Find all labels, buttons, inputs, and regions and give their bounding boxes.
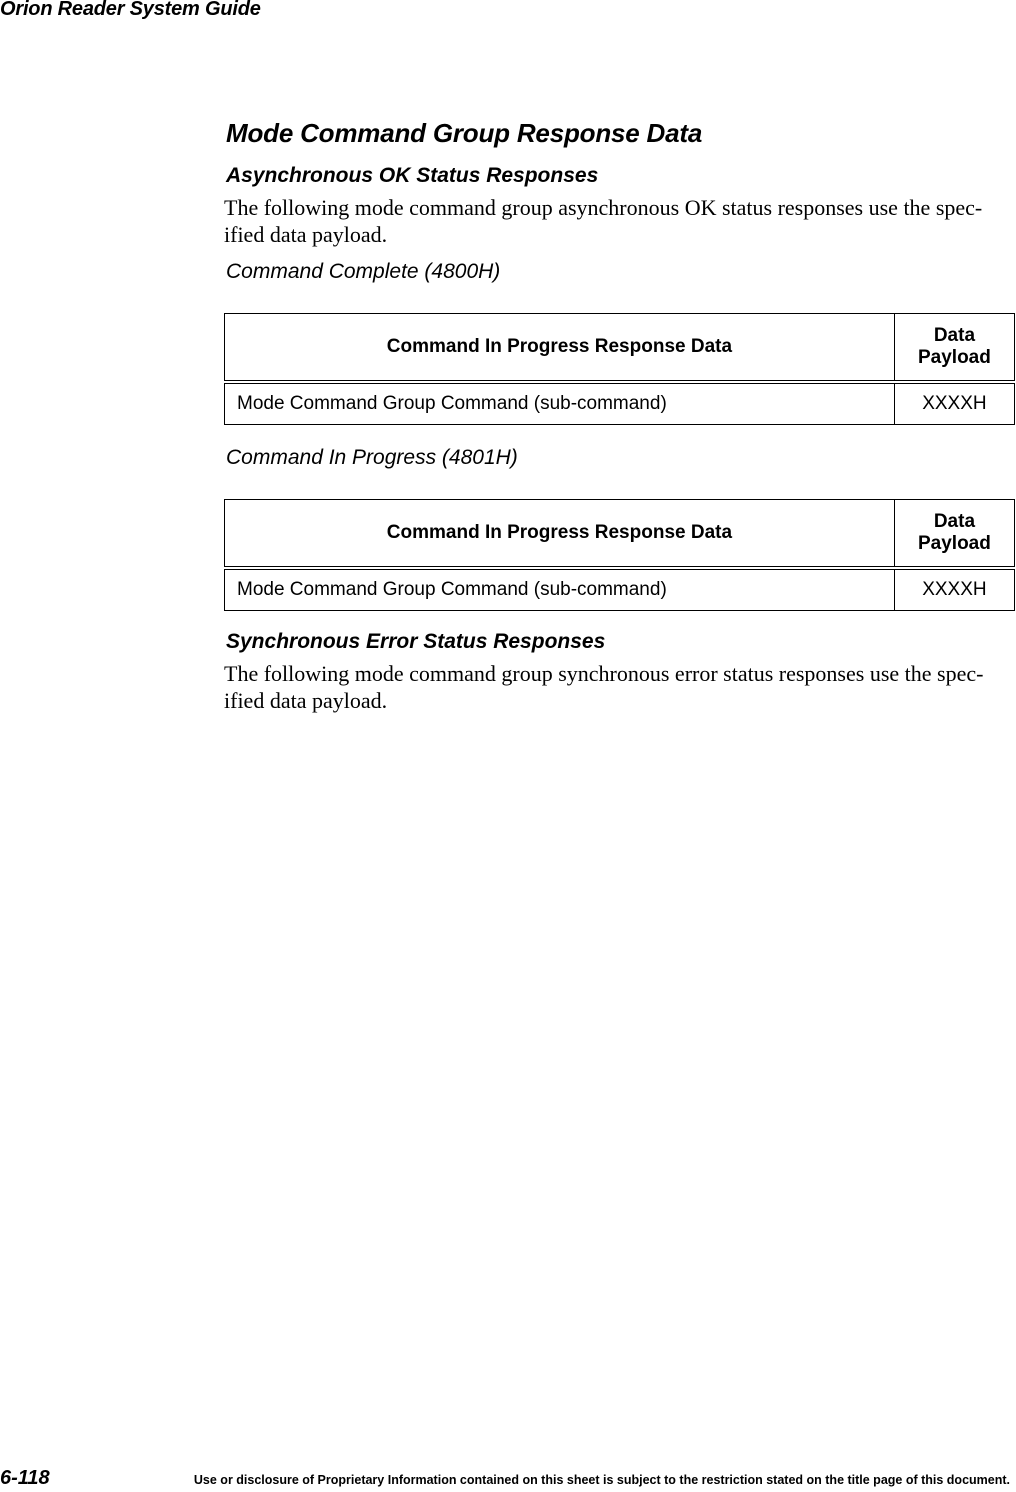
async-paragraph-line-2: ified data payload.: [224, 222, 388, 247]
running-header-title: Orion Reader System Guide: [0, 0, 261, 20]
sync-paragraph-line-1: The following mode command group synchronous error status responses use the spec-: [224, 661, 984, 686]
table-header-row: [225, 314, 1015, 383]
column-header-data-payload: Data Payload: [894, 500, 1014, 569]
table-row: [225, 382, 1015, 425]
table-cell-data-payload: XXXXH: [894, 382, 1014, 425]
table-cell-response-data: Mode Command Group Command (sub-command): [225, 382, 895, 425]
proprietary-notice: Use or disclosure of Proprietary Information contained on this sheet is subject to the restriction stated on the title page of this document.: [193, 1473, 1010, 1487]
column-header-response-data: Command In Progress Response Data: [225, 314, 895, 383]
table-cell-response-data: Mode Command Group Command (sub-command): [225, 568, 895, 611]
sync-paragraph-line-2: ified data payload.: [224, 688, 388, 713]
table-row: [225, 568, 1015, 611]
table-caption-command-complete: Command Complete (4800H): [226, 260, 501, 283]
command-complete-table: [224, 313, 1015, 425]
async-paragraph-line-1: The following mode command group asynchronous OK status responses use the spec-: [224, 195, 983, 220]
column-header-data-payload: Data Payload: [894, 314, 1014, 383]
async-status-heading: Asynchronous OK Status Responses: [226, 164, 599, 187]
command-in-progress-table: [224, 499, 1015, 611]
column-header-response-data: Command In Progress Response Data: [225, 500, 895, 569]
table-cell-data-payload: XXXXH: [894, 568, 1014, 611]
sync-error-heading: Synchronous Error Status Responses: [226, 630, 606, 653]
async-status-paragraph: [224, 194, 1016, 248]
table-caption-command-in-progress: Command In Progress (4801H): [226, 446, 518, 469]
section-title: Mode Command Group Response Data: [226, 118, 703, 148]
table-header-row: [225, 500, 1015, 569]
sync-error-paragraph: [224, 660, 1016, 714]
page-number: 6-118: [0, 1467, 50, 1489]
